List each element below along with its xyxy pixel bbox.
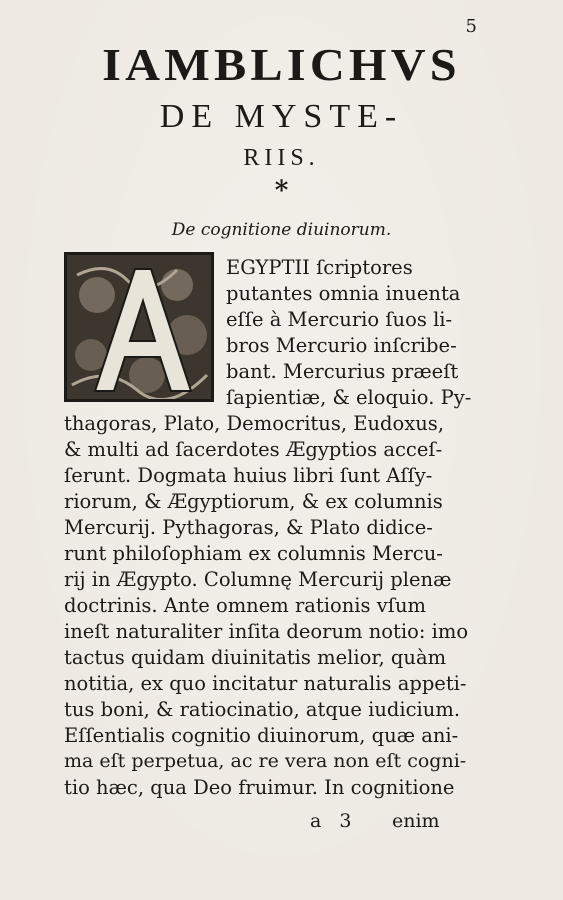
page-number: 5 (465, 16, 477, 37)
body-line: tio hæc, qua Deo fruimur. In cognitione (64, 776, 455, 799)
body-line: ſapientiæ, & eloquio. Py- (226, 386, 472, 409)
decorated-initial (64, 252, 214, 402)
body-line: bant. Mercurius præeſt (226, 360, 459, 383)
body-line: putantes omnia inuenta (226, 282, 461, 305)
title-author: IAMBLICHVS (102, 39, 461, 90)
body-line: EGYPTII ſcriptores (226, 256, 413, 279)
body-line: bros Mercurio inſcribe- (226, 334, 457, 357)
body-line: notitia, ex quo incitatur naturalis appeti- (64, 672, 467, 695)
body-line: ma eſt perpetua, ac re vera non eſt cogni- (64, 750, 467, 772)
body-line: Eſſentialis cognitio diuinorum, quæ ani- (64, 724, 459, 747)
body-line: eſſe à Mercurio ſuos li- (226, 308, 453, 331)
body-line: & multi ad ſacerdotes Ægyptios acceſ- (64, 438, 443, 461)
body-line: riorum, & Ægyptiorum, & ex columnis (64, 490, 443, 513)
body-line: ſerunt. Dogmata huius libri ſunt Aſſy- (64, 464, 433, 487)
body-line: tus boni, & ratiocinatio, atque iudicium. (64, 698, 461, 721)
title-work-line-2: RIIS. (243, 145, 320, 171)
body-line: doctrinis. Ante omnem rationis vſum (64, 594, 427, 617)
body-line: thagoras, Plato, Democritus, Eudoxus, (64, 412, 445, 435)
body-line: rij in Ægypto. Columnę Mercurij plenæ (64, 568, 452, 591)
catchword: enim (392, 810, 440, 832)
body-line: ineſt naturaliter inſita deorum notio: imo (64, 620, 469, 643)
decorated-initial-illustration (67, 255, 211, 399)
asterisk-ornament: * (274, 176, 289, 206)
body-line: runt philoſophiam ex columnis Mercu- (64, 542, 443, 565)
signature-mark: a 3 (310, 810, 358, 832)
body-line: Mercurij. Pythagoras, & Plato didice- (64, 516, 433, 539)
title-work-line-1: DE MYSTE- (159, 98, 404, 135)
section-heading: De cognitione diuinorum. (171, 220, 392, 240)
body-line: tactus quidam diuinitatis melior, quàm (64, 646, 447, 669)
